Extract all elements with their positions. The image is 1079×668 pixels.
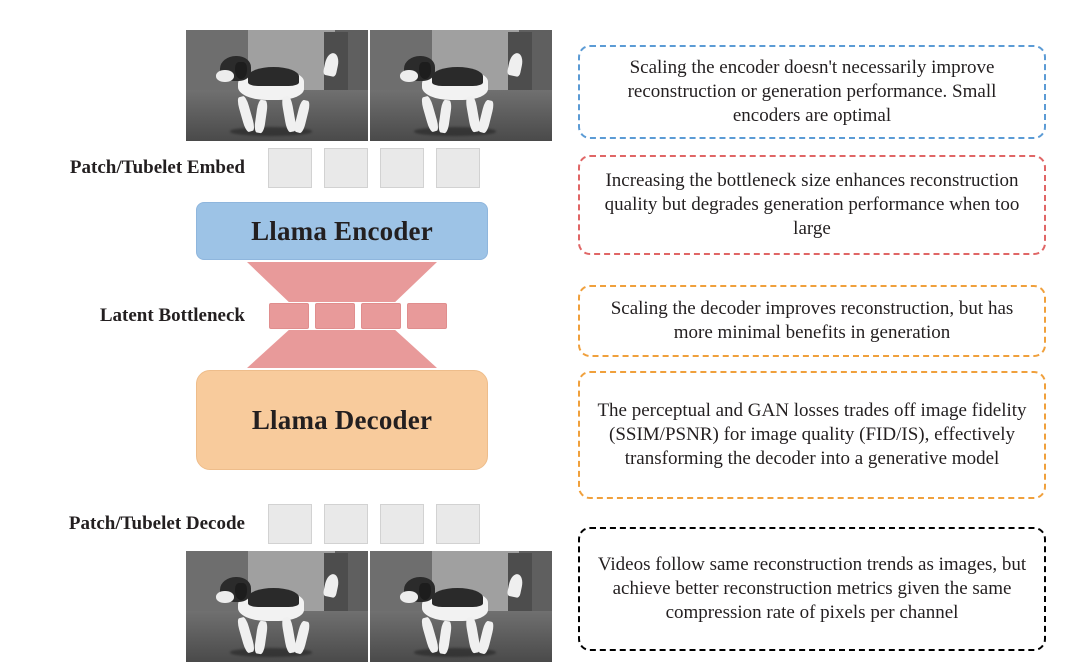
latent-token bbox=[361, 303, 401, 329]
llama-decoder-block bbox=[196, 370, 488, 470]
latent-token bbox=[407, 303, 447, 329]
callout-text: Videos follow same reconstruction trends as images, but achieve better reconstruction metrics given the same compression rate of pixels per channel bbox=[597, 553, 1027, 624]
dog-back bbox=[432, 67, 483, 86]
patch-token bbox=[380, 504, 424, 544]
latent-token bbox=[315, 303, 355, 329]
callout-text: Increasing the bottleneck size enhances reconstruction quality but degrades generation performance when too large bbox=[604, 169, 1020, 240]
dog-leg bbox=[293, 620, 311, 654]
dog-ear bbox=[235, 62, 246, 79]
llama-encoder-label: Llama Encoder bbox=[251, 215, 433, 246]
dog-subject bbox=[399, 569, 526, 656]
dog-muzzle bbox=[216, 591, 234, 602]
dog-subject bbox=[399, 48, 526, 135]
dog-ear bbox=[419, 62, 430, 79]
dog-ear bbox=[419, 583, 430, 600]
callout-text: Scaling the encoder doesn't necessarily improve reconstruction or generation performance. Small encoders are optimal bbox=[627, 56, 997, 127]
input-video-frames bbox=[186, 30, 552, 141]
llama-encoder-block bbox=[196, 202, 488, 260]
decoder-upsample-trapezoid bbox=[247, 330, 437, 368]
callout-text: The perceptual and GAN losses trades off image fidelity (SSIM/PSNR) for image quality (FID/IS), effectively transforming the decoder into a generative model bbox=[597, 399, 1027, 470]
patch-embed-label: Patch/Tubelet Embed bbox=[69, 157, 245, 178]
reconstructed-video-frames bbox=[186, 551, 552, 662]
dog-back bbox=[432, 588, 483, 607]
latent-bottleneck-label: Latent Bottleneck bbox=[99, 305, 245, 326]
input-frame-2 bbox=[370, 30, 552, 141]
patch-token bbox=[436, 148, 480, 188]
dog-muzzle bbox=[216, 70, 234, 81]
callout-bottleneck-size bbox=[578, 155, 1046, 255]
patch-token bbox=[268, 148, 312, 188]
callout-video-trends bbox=[578, 527, 1046, 651]
dog-leg bbox=[477, 99, 495, 133]
input-frame-1 bbox=[186, 30, 368, 141]
dog-tail bbox=[506, 52, 523, 77]
dog-leg bbox=[293, 99, 311, 133]
llama-decoder-label: Llama Decoder bbox=[251, 404, 433, 435]
dog-subject bbox=[215, 569, 342, 656]
dog-ear bbox=[235, 583, 246, 600]
dog-subject bbox=[215, 48, 342, 135]
patch-token bbox=[268, 504, 312, 544]
callout-text: Scaling the decoder improves reconstruction, but has more minimal benefits in generation bbox=[610, 297, 1014, 343]
latent-token bbox=[269, 303, 309, 329]
dog-back bbox=[248, 67, 299, 86]
patch-token bbox=[380, 148, 424, 188]
patch-embed-tokens bbox=[268, 148, 480, 188]
callout-perceptual-gan-losses bbox=[578, 371, 1046, 499]
encoder-downsample-trapezoid bbox=[247, 262, 437, 302]
dog-leg bbox=[477, 620, 495, 654]
latent-bottleneck-tokens bbox=[269, 303, 447, 329]
patch-token bbox=[436, 504, 480, 544]
dog-tail bbox=[322, 573, 339, 598]
dog-muzzle bbox=[400, 70, 418, 81]
patch-decode-label: Patch/Tubelet Decode bbox=[68, 513, 245, 534]
patch-token bbox=[324, 504, 368, 544]
dog-back bbox=[248, 588, 299, 607]
dog-tail bbox=[322, 52, 339, 77]
patch-token bbox=[324, 148, 368, 188]
dog-tail bbox=[506, 573, 523, 598]
output-frame-1 bbox=[186, 551, 368, 662]
patch-decode-tokens bbox=[268, 504, 480, 544]
dog-muzzle bbox=[400, 591, 418, 602]
callout-encoder-scaling bbox=[578, 45, 1046, 139]
output-frame-2 bbox=[370, 551, 552, 662]
callout-decoder-scaling bbox=[578, 285, 1046, 357]
findings-callout-list bbox=[572, 0, 1079, 668]
